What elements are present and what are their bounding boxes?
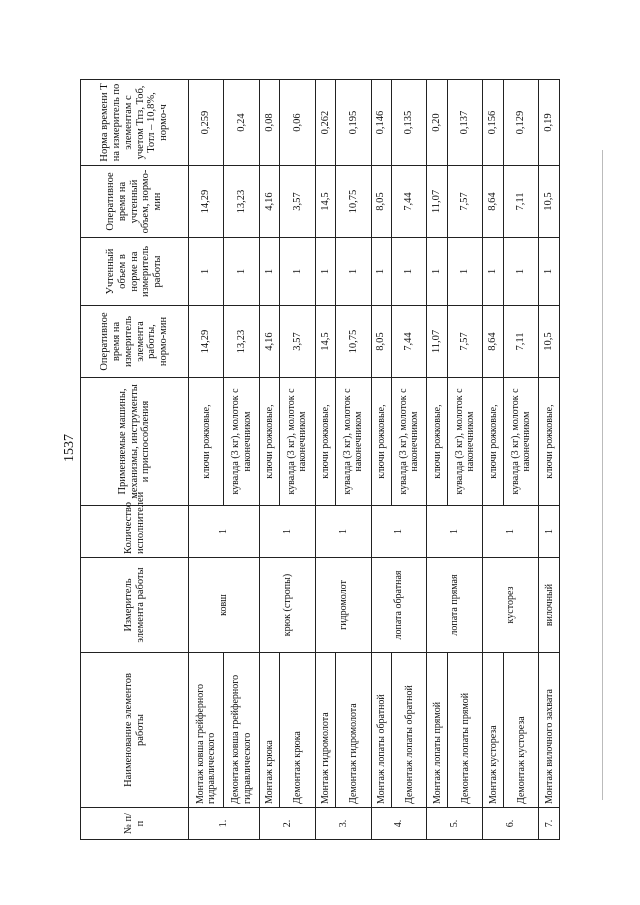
op-time-unit: 7,57 [448, 306, 483, 378]
measurer-cell: ковш [189, 558, 260, 653]
norm-time: 0,259 [189, 80, 224, 166]
norm-time: 0,20 [427, 80, 448, 166]
table-row [483, 80, 504, 840]
performers-count: 1 [539, 506, 560, 558]
table-row [315, 80, 336, 840]
op-time-total: 10,5 [539, 166, 560, 238]
norm-time: 0,156 [483, 80, 504, 166]
norm-time: 0,129 [503, 80, 538, 166]
op-time-unit: 7,44 [392, 306, 427, 378]
volume: 1 [371, 238, 392, 306]
tools-cell: ключи рожковые, [189, 378, 224, 506]
work-element-name: Демонтаж крюка [280, 653, 315, 808]
work-element-name: Монтаж крюка [259, 653, 280, 808]
table-row [224, 80, 259, 840]
norm-time: 0,19 [539, 80, 560, 166]
op-time-total: 8,64 [483, 166, 504, 238]
table-row [539, 80, 560, 840]
work-element-name: Монтаж вилочного захвата [539, 653, 560, 808]
tools-cell: ключи рожковые, [315, 378, 336, 506]
work-element-name: Демонтаж ковша грейферного гидравлического [224, 653, 259, 808]
measurer-cell: гидромолот [315, 558, 371, 653]
measurer-cell: лопата обратная [371, 558, 427, 653]
tools-cell: ключи рожковые, [259, 378, 280, 506]
row-number: 6. [483, 808, 539, 840]
work-element-name: Демонтаж гидромолота [336, 653, 371, 808]
tools-cell: кувалда (3 кг), молоток с наконечником [224, 378, 259, 506]
table-row [448, 80, 483, 840]
performers-count: 1 [427, 506, 483, 558]
work-element-name: Демонтаж лопаты обратной [392, 653, 427, 808]
op-time-unit: 8,64 [483, 306, 504, 378]
row-number: 2. [259, 808, 315, 840]
table-header-row [81, 80, 189, 840]
work-element-name: Монтаж ковша грейферного гидравлического [189, 653, 224, 808]
op-time-total: 7,11 [503, 166, 538, 238]
table-row [189, 80, 224, 840]
op-time-unit: 10,75 [336, 306, 371, 378]
volume: 1 [336, 238, 371, 306]
volume: 1 [503, 238, 538, 306]
header-name: Наименование элементов работы [81, 653, 189, 808]
header-op-time-unit: Оперативное время на измеритель элемента работы, нормо-мин [81, 306, 189, 378]
row-number: 1. [189, 808, 260, 840]
volume: 1 [259, 238, 280, 306]
tools-cell: кувалда (3 кг), молоток с наконечником [392, 378, 427, 506]
measurer-cell: кусторез [483, 558, 539, 653]
norm-time: 0,24 [224, 80, 259, 166]
header-norm-time: Норма времени Т на измеритель по элементам с учетом Тпз, Тоб, Тотл – 10,8%, нормо-ч [81, 80, 189, 166]
op-time-unit: 13,23 [224, 306, 259, 378]
work-element-name: Демонтаж кустореза [503, 653, 538, 808]
norm-time: 0,137 [448, 80, 483, 166]
table-row [427, 80, 448, 840]
row-number: 3. [315, 808, 371, 840]
work-element-name: Монтаж гидромолота [315, 653, 336, 808]
table-row [371, 80, 392, 840]
op-time-unit: 11,07 [427, 306, 448, 378]
op-time-total: 3,57 [280, 166, 315, 238]
op-time-total: 10,75 [336, 166, 371, 238]
op-time-total: 14,29 [189, 166, 224, 238]
tools-cell: кувалда (3 кг), молоток с наконечником [280, 378, 315, 506]
header-measurer: Измеритель элемента работы [81, 558, 189, 653]
tools-cell: кувалда (3 кг), молоток с наконечником [336, 378, 371, 506]
norm-time: 0,195 [336, 80, 371, 166]
performers-count: 1 [189, 506, 260, 558]
header-num: № п/п [81, 808, 189, 840]
norm-table [80, 79, 560, 840]
work-element-name: Монтаж кустореза [483, 653, 504, 808]
performers-count: 1 [371, 506, 427, 558]
tools-cell: кувалда (3 кг), молоток с наконечником [503, 378, 538, 506]
tools-cell: ключи рожковые, [427, 378, 448, 506]
op-time-total: 14,5 [315, 166, 336, 238]
work-element-name: Демонтаж лопаты прямой [448, 653, 483, 808]
header-volume: Учтенный объем в норме на измеритель работы [81, 238, 189, 306]
table-row [503, 80, 538, 840]
op-time-unit: 14,29 [189, 306, 224, 378]
measurer-cell: лопата прямая [427, 558, 483, 653]
work-element-name: Монтаж лопаты обратной [371, 653, 392, 808]
performers-count: 1 [315, 506, 371, 558]
performers-count: 1 [259, 506, 315, 558]
work-element-name: Монтаж лопаты прямой [427, 653, 448, 808]
norm-time: 0,146 [371, 80, 392, 166]
norm-time: 0,08 [259, 80, 280, 166]
page-number: 1537 [62, 434, 77, 462]
page-edge-line [602, 150, 603, 800]
volume: 1 [224, 238, 259, 306]
op-time-total: 7,44 [392, 166, 427, 238]
volume: 1 [280, 238, 315, 306]
norm-time: 0,135 [392, 80, 427, 166]
tools-cell: ключи рожковые, [483, 378, 504, 506]
volume: 1 [315, 238, 336, 306]
header-count: Количество исполнителей [81, 506, 189, 558]
table-row [336, 80, 371, 840]
table-row [259, 80, 280, 840]
row-number: 4. [371, 808, 427, 840]
row-number: 5. [427, 808, 483, 840]
row-number: 7. [539, 808, 560, 840]
table-row [392, 80, 427, 840]
op-time-total: 4,16 [259, 166, 280, 238]
measurer-cell: вилочный [539, 558, 560, 653]
rotated-table-wrapper [80, 80, 560, 840]
norm-time: 0,262 [315, 80, 336, 166]
measurer-cell: крюк (стропы) [259, 558, 315, 653]
op-time-total: 8,05 [371, 166, 392, 238]
op-time-total: 7,57 [448, 166, 483, 238]
header-op-time-total: Оперативное время на учтенный объем, нормо-мин [81, 166, 189, 238]
op-time-total: 11,07 [427, 166, 448, 238]
tools-cell: ключи рожковые, [371, 378, 392, 506]
table-row [280, 80, 315, 840]
op-time-unit: 3,57 [280, 306, 315, 378]
header-tools: Применяемые машины, механизмы, инструменты и приспособления [81, 378, 189, 506]
op-time-unit: 7,11 [503, 306, 538, 378]
op-time-unit: 8,05 [371, 306, 392, 378]
volume: 1 [483, 238, 504, 306]
tools-cell: ключи рожковые, [539, 378, 560, 506]
op-time-unit: 10,5 [539, 306, 560, 378]
volume: 1 [427, 238, 448, 306]
op-time-total: 13,23 [224, 166, 259, 238]
op-time-unit: 14,5 [315, 306, 336, 378]
tools-cell: кувалда (3 кг), молоток с наконечником [448, 378, 483, 506]
norm-time: 0,06 [280, 80, 315, 166]
volume: 1 [539, 238, 560, 306]
op-time-unit: 4,16 [259, 306, 280, 378]
volume: 1 [189, 238, 224, 306]
volume: 1 [448, 238, 483, 306]
performers-count: 1 [483, 506, 539, 558]
volume: 1 [392, 238, 427, 306]
